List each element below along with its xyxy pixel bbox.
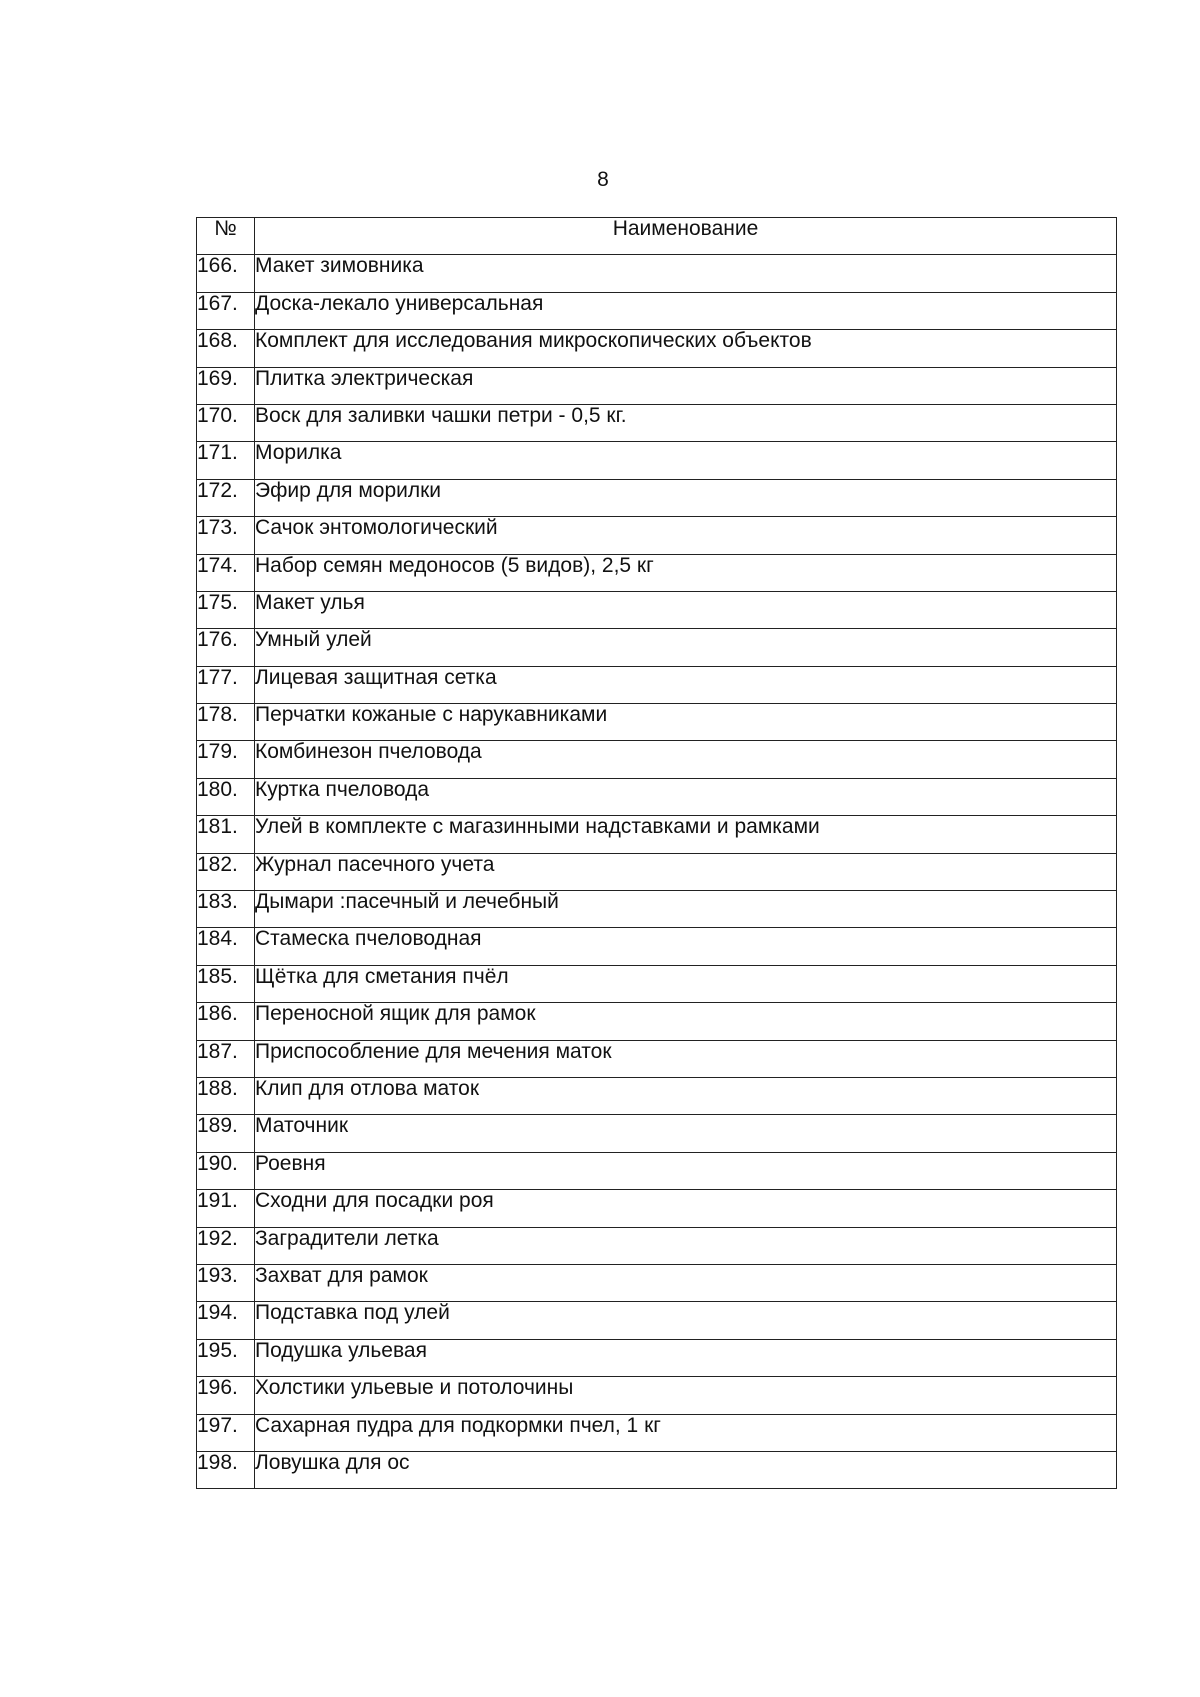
row-number: 194.: [197, 1302, 255, 1339]
row-number: 179.: [197, 741, 255, 778]
row-name: Щётка для сметания пчёл: [255, 965, 1117, 1002]
table-row: [197, 255, 1117, 292]
row-name: Эфир для морилки: [255, 479, 1117, 516]
equipment-table: [196, 217, 1117, 1489]
table-row: [197, 778, 1117, 815]
table-row: [197, 1152, 1117, 1189]
header-name: Наименование: [255, 218, 1117, 255]
table-row: [197, 928, 1117, 965]
row-number: 192.: [197, 1227, 255, 1264]
row-name: Комплект для исследования микроскопических объектов: [255, 330, 1117, 367]
row-number: 198.: [197, 1451, 255, 1488]
table-row: [197, 629, 1117, 666]
row-number: 180.: [197, 778, 255, 815]
row-number: 188.: [197, 1077, 255, 1114]
row-name: Сахарная пудра для подкормки пчел, 1 кг: [255, 1414, 1117, 1451]
row-name: Макет зимовника: [255, 255, 1117, 292]
row-number: 176.: [197, 629, 255, 666]
row-name: Заградители летка: [255, 1227, 1117, 1264]
row-name: Умный улей: [255, 629, 1117, 666]
table-row: [197, 479, 1117, 516]
row-name: Подставка под улей: [255, 1302, 1117, 1339]
row-name: Макет улья: [255, 591, 1117, 628]
row-number: 191.: [197, 1190, 255, 1227]
row-name: Морилка: [255, 442, 1117, 479]
table-row: [197, 292, 1117, 329]
row-number: 184.: [197, 928, 255, 965]
table-row: [197, 442, 1117, 479]
row-number: 193.: [197, 1264, 255, 1301]
table-header-row: [197, 218, 1117, 255]
row-name: Воск для заливки чашки петри - 0,5 кг.: [255, 404, 1117, 441]
table-row: [197, 1264, 1117, 1301]
row-number: 166.: [197, 255, 255, 292]
table-row: [197, 1414, 1117, 1451]
row-number: 185.: [197, 965, 255, 1002]
row-number: 190.: [197, 1152, 255, 1189]
table-row: [197, 1451, 1117, 1488]
row-number: 187.: [197, 1040, 255, 1077]
row-number: 195.: [197, 1339, 255, 1376]
table-body: [197, 255, 1117, 1489]
table-row: [197, 517, 1117, 554]
row-number: 186.: [197, 1003, 255, 1040]
table-row: [197, 891, 1117, 928]
row-number: 181.: [197, 816, 255, 853]
row-number: 175.: [197, 591, 255, 628]
row-name: Доска-лекало универсальная: [255, 292, 1117, 329]
row-number: 171.: [197, 442, 255, 479]
table-row: [197, 1003, 1117, 1040]
table-row: [197, 741, 1117, 778]
table-row: [197, 1377, 1117, 1414]
row-name: Холстики ульевые и потолочины: [255, 1377, 1117, 1414]
table-row: [197, 591, 1117, 628]
row-number: 177.: [197, 666, 255, 703]
row-name: Улей в комплекте с магазинными надставками и рамками: [255, 816, 1117, 853]
row-name: Клип для отлова маток: [255, 1077, 1117, 1114]
table-row: [197, 404, 1117, 441]
table-row: [197, 1040, 1117, 1077]
table-row: [197, 367, 1117, 404]
row-name: Приспособление для мечения маток: [255, 1040, 1117, 1077]
row-name: Захват для рамок: [255, 1264, 1117, 1301]
row-name: Подушка ульевая: [255, 1339, 1117, 1376]
row-number: 197.: [197, 1414, 255, 1451]
row-number: 189.: [197, 1115, 255, 1152]
row-name: Набор семян медоносов (5 видов), 2,5 кг: [255, 554, 1117, 591]
row-number: 182.: [197, 853, 255, 890]
row-name: Стамеска пчеловодная: [255, 928, 1117, 965]
table-row: [197, 554, 1117, 591]
row-name: Лицевая защитная сетка: [255, 666, 1117, 703]
row-name: Плитка электрическая: [255, 367, 1117, 404]
row-name: Куртка пчеловода: [255, 778, 1117, 815]
row-number: 174.: [197, 554, 255, 591]
table-row: [197, 1190, 1117, 1227]
row-name: Переносной ящик для рамок: [255, 1003, 1117, 1040]
row-name: Комбинезон пчеловода: [255, 741, 1117, 778]
row-number: 170.: [197, 404, 255, 441]
row-number: 178.: [197, 704, 255, 741]
table-row: [197, 1077, 1117, 1114]
table-row: [197, 1339, 1117, 1376]
row-number: 167.: [197, 292, 255, 329]
page-number: 8: [597, 168, 609, 191]
table-row: [197, 1227, 1117, 1264]
row-name: Журнал пасечного учета: [255, 853, 1117, 890]
row-number: 169.: [197, 367, 255, 404]
table-row: [197, 1115, 1117, 1152]
table-row: [197, 330, 1117, 367]
row-number: 168.: [197, 330, 255, 367]
table-row: [197, 853, 1117, 890]
row-name: Сачок энтомологический: [255, 517, 1117, 554]
row-number: 183.: [197, 891, 255, 928]
table-row: [197, 666, 1117, 703]
row-name: Ловушка для ос: [255, 1451, 1117, 1488]
row-name: Маточник: [255, 1115, 1117, 1152]
row-number: 172.: [197, 479, 255, 516]
row-name: Перчатки кожаные с нарукавниками: [255, 704, 1117, 741]
table-row: [197, 965, 1117, 1002]
row-name: Дымари :пасечный и лечебный: [255, 891, 1117, 928]
table-row: [197, 704, 1117, 741]
header-number: №: [197, 218, 255, 255]
table-row: [197, 1302, 1117, 1339]
row-number: 173.: [197, 517, 255, 554]
row-name: Сходни для посадки роя: [255, 1190, 1117, 1227]
row-name: Роевня: [255, 1152, 1117, 1189]
table-row: [197, 816, 1117, 853]
row-number: 196.: [197, 1377, 255, 1414]
